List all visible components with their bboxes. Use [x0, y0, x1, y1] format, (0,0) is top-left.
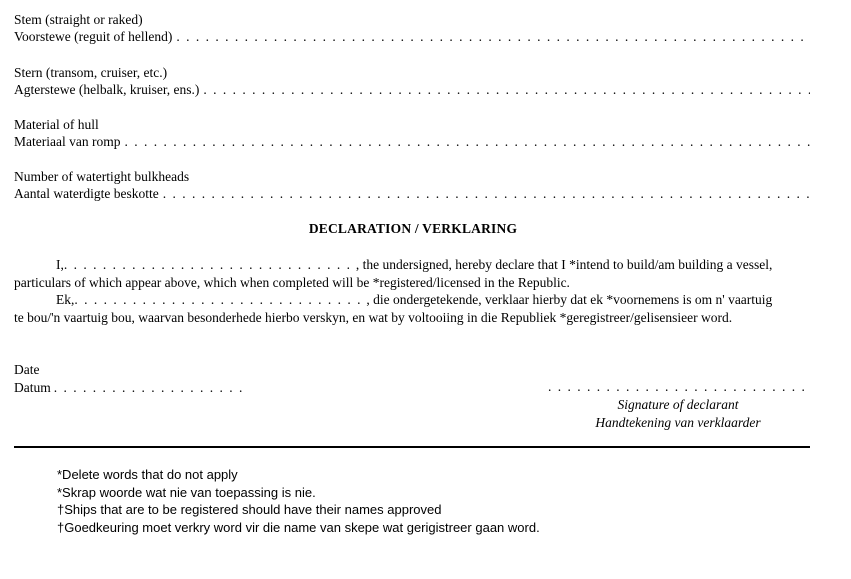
field-stem-entry-line[interactable] — [176, 28, 810, 45]
field-stem-label-en: Stem (straight or raked) — [14, 12, 143, 27]
signature-caption — [560, 396, 796, 431]
field-hull-material-label-af: Materiaal van romp — [14, 134, 121, 149]
field-bulkheads — [14, 168, 810, 202]
footnotes — [57, 466, 540, 536]
footnote-names-en: †Ships that are to be registered should have their names approved — [57, 502, 442, 517]
date-field — [14, 361, 246, 396]
field-bulkheads-label-af: Aantal waterdigte beskotte — [14, 186, 159, 201]
declaration-heading: DECLARATION / VERKLARING — [308, 221, 518, 236]
field-stern-label-af: Agterstewe (helbalk, kruiser, ens.) — [14, 82, 200, 97]
field-hull-material-label-en: Material of hull — [14, 117, 99, 132]
field-stem — [14, 11, 810, 45]
date-entry-line[interactable] — [54, 379, 246, 397]
declaration-paragraph — [14, 256, 810, 326]
field-bulkheads-entry-line[interactable] — [163, 185, 810, 202]
declaration-en-rest-1: , the undersigned, hereby declare that I *intend to build/am building a vessel, — [355, 257, 773, 272]
field-hull-material-entry-line[interactable] — [124, 133, 810, 150]
footnote-delete-af: *Skrap woorde wat nie van toepassing is nie. — [57, 484, 316, 500]
declarant-name-entry-en[interactable] — [64, 256, 356, 274]
declaration-af-rest-1: , die ondergetekende, verklaar hierby dat ek *voornemens is om n' vaartuig — [366, 292, 773, 307]
date-label-en: Date — [14, 362, 40, 377]
field-bulkheads-label-en: Number of watertight bulkheads — [14, 169, 190, 184]
declaration-af-start: Ek, — [56, 292, 75, 307]
section-divider — [14, 446, 810, 448]
footnote-delete-en: *Delete words that do not apply — [57, 467, 238, 482]
footnote-names-af: †Goedkeuring moet verkry word vir die name van skepe wat gerigistreer gaan word. — [57, 519, 540, 535]
signature-entry-line[interactable] — [548, 378, 810, 396]
field-stern-label-en: Stern (transom, cruiser, etc.) — [14, 65, 168, 80]
date-label-af: Datum — [14, 379, 51, 395]
declarant-name-entry-af[interactable] — [74, 291, 366, 309]
declaration-en-start: I, — [56, 257, 64, 272]
signature-label-en: Signature of declarant — [617, 397, 739, 412]
field-stern — [14, 64, 810, 98]
field-stern-entry-line[interactable] — [203, 81, 810, 98]
declaration-af-rest-2: te bou/'n vaartuig bou, waarvan besonderhede hierbo verskyn, en wat by voltooiing in die Republiek *geregistreer/gelisensieer word. — [14, 309, 733, 325]
signature-label-af: Handtekening van verklaarder — [595, 414, 761, 430]
field-hull-material — [14, 116, 810, 150]
declaration-en-rest-2: particulars of which appear above, which when completed will be *registered/licensed in the Republic. — [14, 274, 570, 290]
field-stem-label-af: Voorstewe (reguit of hellend) — [14, 29, 173, 44]
